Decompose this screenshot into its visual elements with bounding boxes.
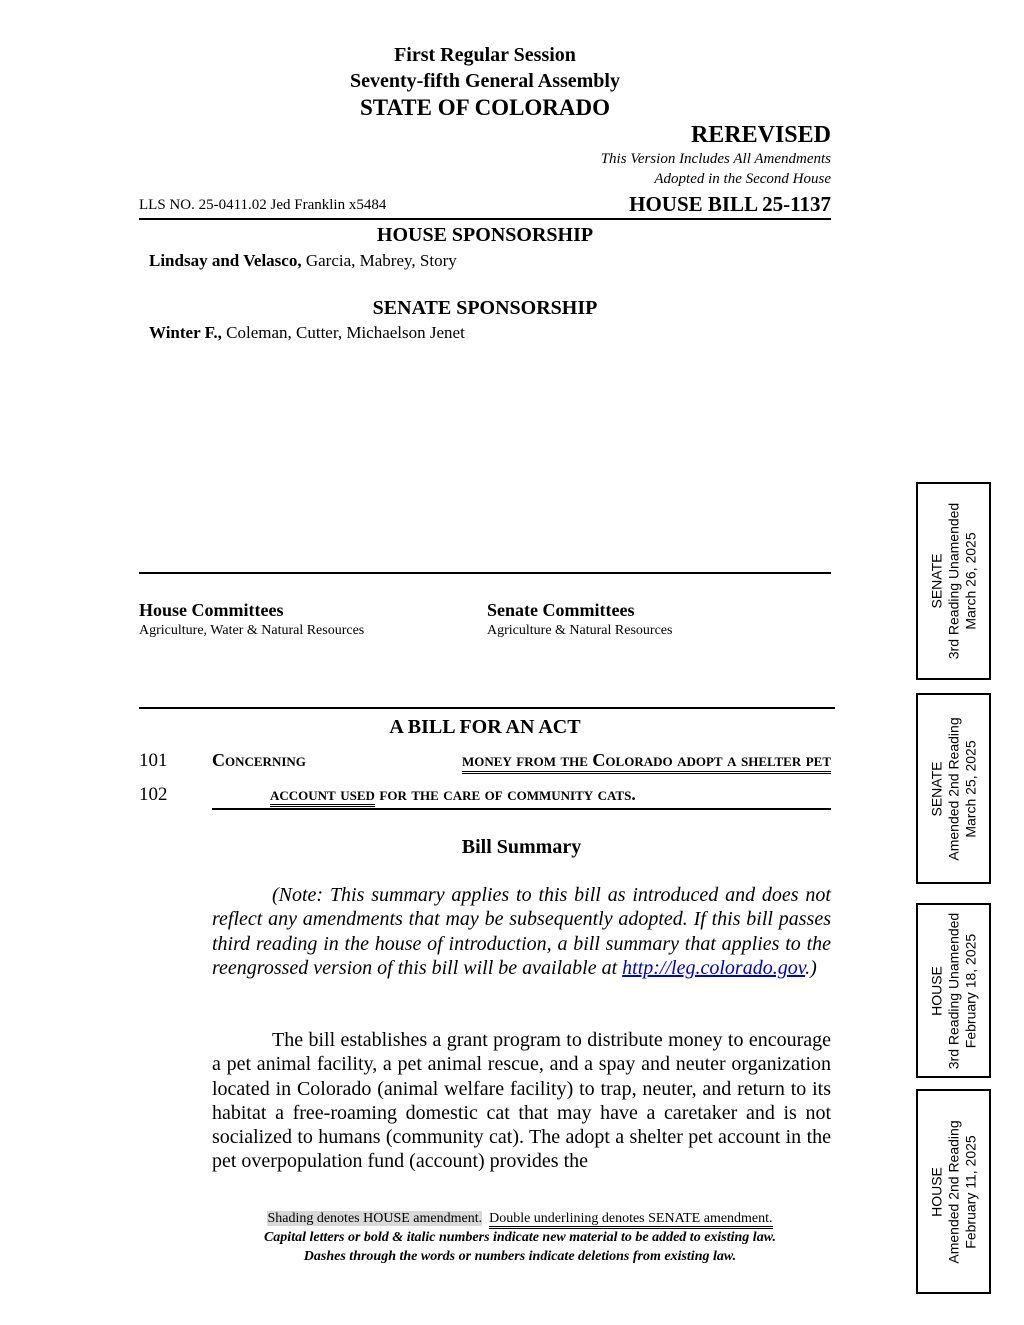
stamp-senate-3rd-reading — [916, 482, 991, 680]
summary-heading: Bill Summary — [461, 836, 582, 858]
senate-committees-heading: Senate Committees — [487, 600, 635, 620]
summary-body: The bill establishes a grant program to distribute money to encourage a pet animal facility, a pet animal rescue, and a spay and neuter organization located in Colorado (animal welfare facility) to trap, neuter, and return to its habitat a free-roaming domestic cat that may have a caretaker and is not socialized to humans (community cat). The adopt a shelter pet account in the pet overpopulation fund (account) provides the — [212, 1029, 831, 1173]
title-period: . — [631, 784, 636, 804]
stamp-text — [928, 1120, 979, 1263]
title-senate-amendment-1: money from the Colorado adopt a shelter pet — [462, 750, 831, 774]
line-number-101: 101 — [139, 750, 168, 771]
stamp-house-3rd-reading — [916, 903, 991, 1078]
stamp-text — [928, 503, 979, 659]
stamp-chamber: SENATE — [928, 761, 944, 816]
title-senate-amendment-2: account used — [270, 784, 375, 807]
capital-letters-note: Capital letters or bold & italic numbers indicate new material to be added to existing law. — [263, 1230, 777, 1245]
stamp-chamber: SENATE — [928, 553, 944, 609]
stamp-action: Amended 2nd Reading — [945, 716, 961, 861]
bill-number: HOUSE BILL 25-1137 — [629, 192, 831, 216]
senate-lead-sponsors: Winter F., — [149, 323, 222, 342]
stamp-date: March 25, 2025 — [962, 739, 978, 838]
stamp-house-2nd-reading — [916, 1089, 991, 1294]
house-sponsors — [149, 251, 457, 271]
bill-rule-bottom — [212, 808, 831, 810]
lls-number: LLS NO. 25-0411.02 Jed Franklin x5484 — [139, 197, 387, 213]
bill-title-line-2 — [270, 784, 636, 805]
header-rule — [139, 218, 831, 220]
stamp-action: 3rd Reading Unamended — [945, 502, 961, 660]
stamp-senate-2nd-reading — [916, 693, 991, 884]
stamp-date: February 18, 2025 — [962, 933, 978, 1048]
stamp-chamber: HOUSE — [928, 1166, 944, 1217]
house-cosponsors: Garcia, Mabrey, Story — [301, 251, 457, 270]
house-shading-note: Shading denotes HOUSE amendment. — [267, 1211, 483, 1226]
stamp-action: 3rd Reading Unamended — [945, 912, 961, 1069]
status-label: REREVISED — [690, 122, 831, 148]
house-committees-heading: House Committees — [139, 600, 284, 620]
bill-rule-top — [139, 707, 835, 709]
line-number-102: 102 — [139, 784, 168, 805]
summary-note-text: (Note: This summary applies to this bill as introduced and does not reflect any amendments that may be subsequently adopted. If this bill passes third reading in the house of introduction, a bill summary that applies to the reengrossed version of this bill will be available at — [212, 884, 831, 979]
senate-underline-note: Double underlining denotes SENATE amendment. — [489, 1211, 772, 1229]
house-committees-list: Agriculture, Water & Natural Resources — [139, 623, 365, 638]
senate-sponsors — [149, 323, 465, 343]
committees-rule — [139, 572, 831, 574]
senate-sponsorship-heading: SENATE SPONSORSHIP — [372, 297, 598, 319]
leg-colorado-link[interactable]: http://leg.colorado.gov — [622, 956, 806, 979]
senate-committees-list: Agriculture & Natural Resources — [487, 623, 673, 638]
session-line: First Regular Session — [394, 44, 576, 66]
stamp-text — [928, 717, 979, 860]
title-concerning: Concerning — [212, 750, 306, 770]
stamp-text — [928, 912, 979, 1068]
title-rest: for the care of community cats — [374, 784, 632, 804]
bill-title-line-1 — [212, 750, 831, 774]
state-line: STATE OF COLORADO — [359, 95, 611, 120]
house-lead-sponsors: Lindsay and Velasco, — [149, 251, 302, 270]
stamp-action: Amended 2nd Reading — [945, 1119, 961, 1264]
amendment-legend — [139, 1211, 901, 1227]
bill-heading: A BILL FOR AN ACT — [389, 716, 581, 738]
stamp-chamber: HOUSE — [928, 965, 944, 1016]
stamp-date: March 26, 2025 — [962, 532, 978, 630]
dashes-note: Dashes through the words or numbers indicate deletions from existing law. — [303, 1249, 737, 1264]
version-note-2: Adopted in the Second House — [654, 171, 831, 187]
house-sponsorship-heading: HOUSE SPONSORSHIP — [376, 224, 594, 246]
version-note-1: This Version Includes All Amendments — [600, 151, 831, 167]
stamp-date: February 11, 2025 — [962, 1134, 978, 1249]
senate-cosponsors: Coleman, Cutter, Michaelson Jenet — [221, 323, 465, 342]
assembly-line: Seventy-fifth General Assembly — [350, 70, 620, 92]
summary-note-end: .) — [805, 956, 817, 979]
summary-note — [212, 883, 831, 980]
